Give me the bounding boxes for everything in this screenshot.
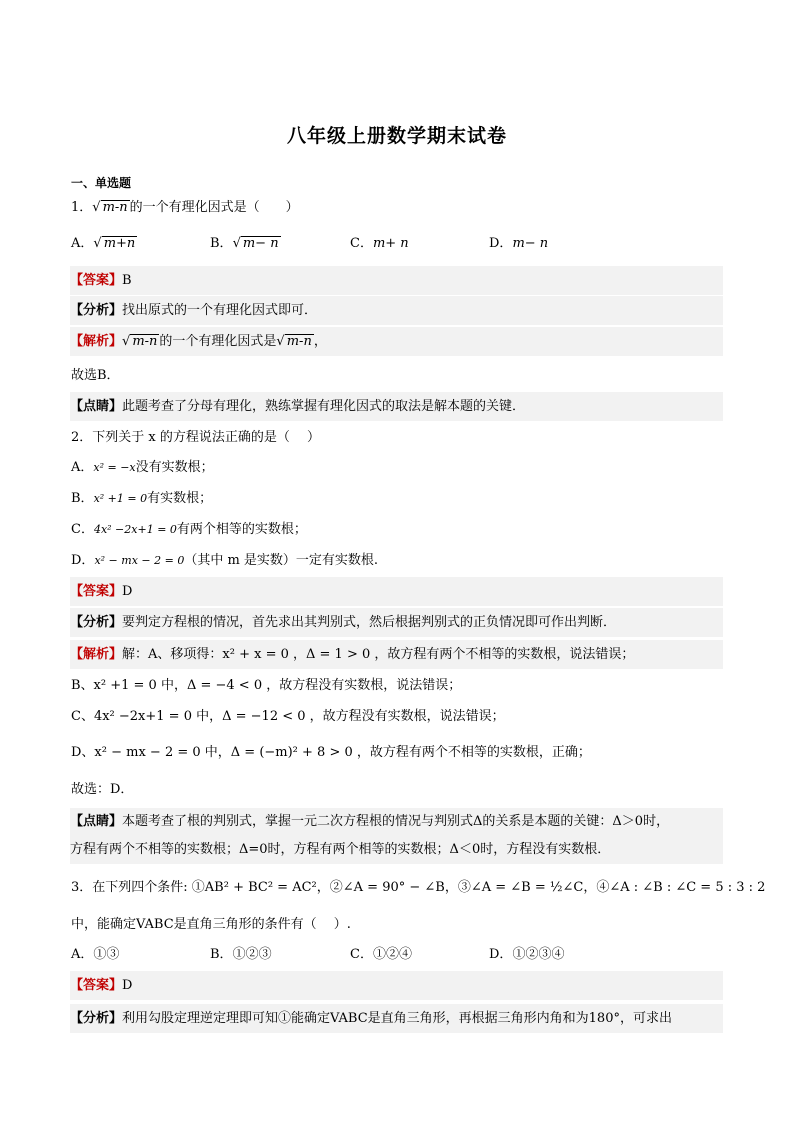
solution-line-d: D、x² − mx − 2 = 0 中，Δ = (−m)² + 8 > 0 ，故方程有两个不相等的实数根，正确；	[71, 745, 591, 760]
option-d	[489, 234, 548, 254]
option-label: C．	[350, 236, 373, 251]
option-c	[71, 520, 723, 540]
question-1-stem	[71, 198, 723, 218]
comment-text: 此题考查了分母有理化，熟练掌握有理化因式的取法是解本题的关键．	[122, 399, 526, 414]
answer-row	[70, 266, 723, 295]
option-label: B．	[71, 491, 94, 506]
option-label: A．	[71, 460, 94, 475]
radical-expression: m-n	[132, 334, 158, 349]
solution-tag: 【解析】	[70, 647, 123, 662]
question-text: 的一个有理化因式是（ ）	[129, 200, 299, 215]
answer-value: D	[122, 978, 133, 993]
option-label: D．	[71, 553, 95, 568]
question-number: 1．	[71, 200, 93, 215]
question-3-stem-line-1: 3．在下列四个条件: ①AB² + BC² = AC²，②∠A = 90° − ∠B，③∠A = ∠B = ½∠C，④∠A : ∠B : ∠C = 5 : 3 : 2	[71, 880, 766, 895]
option-expression: m− n	[512, 236, 549, 251]
option-text: ①②④	[372, 947, 412, 962]
answer-tag: 【答案】	[70, 978, 123, 993]
option-expression: m− n	[242, 236, 279, 251]
solution-text: 的一个有理化因式是	[159, 334, 277, 349]
analysis-row	[70, 1004, 723, 1033]
option-text: 没有实数根；	[135, 460, 214, 475]
comment-line-1	[70, 808, 723, 836]
option-d	[71, 551, 723, 571]
analysis-row	[70, 296, 723, 325]
option-a	[71, 458, 723, 478]
analysis-text: 要判定方程根的情况，首先求出其判别式，然后根据判别式的正负情况即可作出判断．	[122, 615, 617, 630]
answer-value: D	[122, 584, 133, 599]
comment-block	[70, 808, 723, 864]
option-c	[350, 945, 412, 965]
option-b	[210, 945, 272, 965]
section-heading: 一、单选题	[71, 176, 132, 190]
option-label: D．	[489, 947, 513, 962]
solution-line-c: C、4x² −2x+1 = 0 中，Δ = −12 < 0 ，故方程没有实数根，说法错误；	[71, 709, 505, 724]
solution-text: ，	[313, 334, 327, 349]
radical-icon: √	[93, 236, 102, 251]
analysis-tag: 【分析】	[70, 615, 123, 630]
radical-icon: √	[92, 200, 101, 215]
choose-row: 故选：D．	[71, 782, 134, 797]
option-text: （其中 m 是实数）一定有实数根.	[184, 553, 379, 568]
answer-row	[70, 971, 723, 1000]
radical-icon: √	[276, 334, 285, 349]
option-label: D．	[489, 236, 513, 251]
option-label: A．	[71, 236, 94, 251]
option-expression: m+n	[103, 236, 136, 251]
option-text: ①③	[93, 947, 120, 962]
question-3-stem-line-2: 中，能确定VABC是直角三角形的条件有（ ）.	[71, 917, 351, 932]
solution-row	[70, 640, 723, 669]
option-expression: m+ n	[372, 236, 409, 251]
solution-text: 解：A、移项得：x² + x = 0 ，Δ = 1 > 0 ，故方程有两个不相等的实数根，说法错误；	[122, 647, 635, 662]
comment-line-2: 方程有两个不相等的实数根；Δ=0时，方程有两个相等的实数根；Δ＜0时，方程没有实数根．	[70, 842, 611, 857]
choose-row: 故选B．	[71, 368, 120, 383]
option-c	[350, 234, 409, 254]
radical-icon: √	[122, 334, 131, 349]
radical-icon: √	[232, 236, 241, 251]
radical-expression: m-n	[286, 334, 312, 349]
analysis-tag: 【分析】	[70, 1011, 123, 1026]
option-label: C．	[350, 947, 373, 962]
comment-tag: 【点睛】	[70, 399, 123, 414]
option-expression: x² − mx − 2 = 0	[94, 554, 185, 567]
option-expression: x² = −x	[93, 461, 136, 474]
answer-tag: 【答案】	[70, 584, 123, 599]
solution-row	[70, 327, 723, 356]
comment-text: 本题考查了根的判别式，掌握一元二次方程根的情况与判别式Δ的关系是本题的关键：Δ＞0时，	[122, 814, 670, 829]
option-d	[489, 945, 564, 965]
option-text: 有两个相等的实数根；	[176, 522, 307, 537]
option-label: A．	[71, 947, 94, 962]
analysis-text: 利用勾股定理逆定理即可知①能确定VABC是直角三角形，再根据三角形内角和为180°，可求出	[122, 1011, 672, 1026]
option-label: B．	[210, 947, 233, 962]
analysis-text: 找出原式的一个有理化因式即可．	[122, 303, 318, 318]
option-b	[210, 234, 281, 254]
option-text: ①②③	[232, 947, 272, 962]
page-title: 八年级上册数学期末试卷	[286, 125, 507, 147]
option-expression: x² +1 = 0	[93, 492, 148, 505]
option-a	[71, 945, 119, 965]
option-text: ①②③④	[512, 947, 565, 962]
option-text: 有实数根；	[147, 491, 213, 506]
radical-expression: m-n	[102, 200, 128, 215]
option-label: B．	[210, 236, 233, 251]
answer-value: B	[122, 273, 132, 288]
comment-tag: 【点睛】	[70, 814, 123, 829]
solution-line-b: B、x² +1 = 0 中，Δ = −4 < 0 ，故方程没有实数根，说法错误；	[71, 678, 462, 693]
solution-tag: 【解析】	[70, 334, 123, 349]
question-2-stem: 2．下列关于 x 的方程说法正确的是（ ）	[71, 430, 320, 445]
option-a	[71, 234, 137, 254]
answer-tag: 【答案】	[70, 273, 123, 288]
option-label: C．	[71, 522, 94, 537]
comment-row	[70, 392, 723, 421]
option-expression: 4x² −2x+1 = 0	[93, 523, 177, 536]
option-b	[71, 489, 723, 509]
analysis-tag: 【分析】	[70, 303, 123, 318]
answer-row	[70, 577, 723, 606]
analysis-row	[70, 608, 723, 637]
